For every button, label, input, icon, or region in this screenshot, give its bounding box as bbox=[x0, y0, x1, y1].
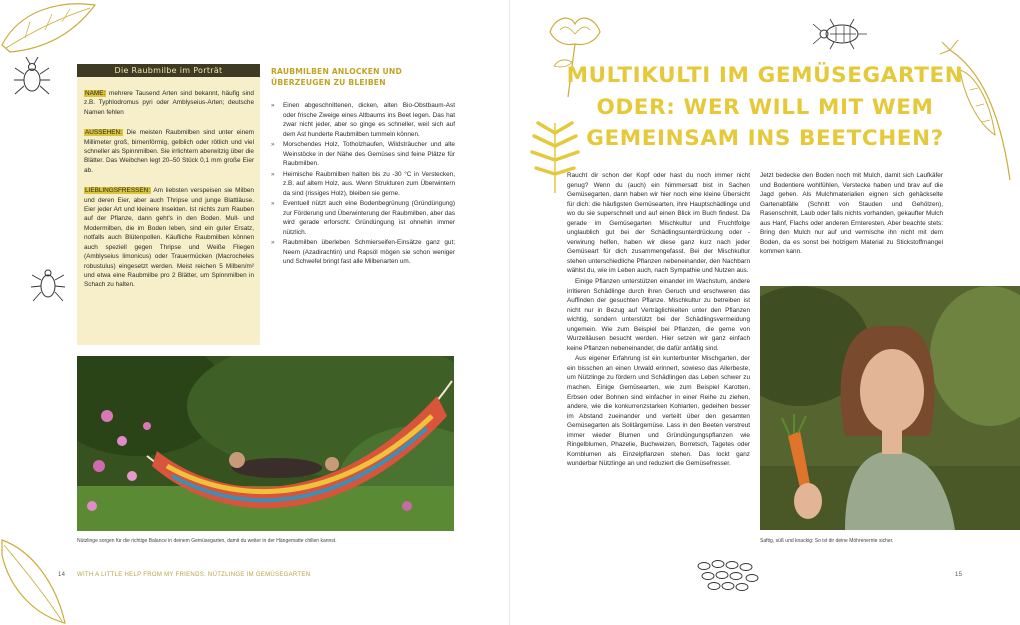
photo-caption: Nützlinge sorgen für die richtige Balance in deinem Gemüsegarten, damit du weiter in der Hängematte chillen kannst. bbox=[77, 538, 337, 544]
list-item-text: Morschendes Holz, Totholzhaufen, Wildsträucher und alte Weinstöcke in der Nähe des Gemüses sind feine Plätze für Raubmilben. bbox=[283, 141, 455, 167]
seed-cluster-doodle-icon bbox=[694, 556, 764, 596]
box-body bbox=[77, 77, 260, 290]
hammock-photo bbox=[77, 356, 454, 531]
leaf-doodle-icon bbox=[0, 0, 100, 60]
section-label: AUSSEHEN: bbox=[85, 129, 122, 137]
bullet-list bbox=[271, 101, 455, 268]
page-gutter bbox=[509, 0, 511, 625]
list-item-text: Heimische Raubmilben halten bis zu -30 °C in Verstecken, z.B. auf altem Holz, aus. Wenn Strukturen zum Überwintern da sind (rissiges Holz), bleiben sie gerne. bbox=[283, 170, 455, 197]
column-heading: RAUBMILBEN ANLOCKEN UND ÜBERZEUGEN ZU BLEIBEN bbox=[271, 67, 402, 87]
list-item bbox=[271, 140, 455, 169]
title-line: GEMEINSAM INS BEETCHEN? bbox=[586, 126, 944, 151]
list-item-text: Raubmilben überleben Schmierseifen-Einsätze ganz gut; Neem (Azadirachtin) und Rapsöl mögen sie schon weniger und Schwefel bringt fast alle Milbenarten um. bbox=[283, 239, 455, 265]
bullet-mark: » bbox=[271, 200, 275, 207]
section-label: NAME: bbox=[85, 90, 106, 97]
list-item-text: Einen abgeschnittenen, dicken, alten Bio-Obstbaum-Ast oder frische Zweige eines Altbaums ins Beet legen. Das hat zwar nicht jeder, aber so ginge es schneller, weil sich auf dem Ast hunderte Raubmilben tummeln können. bbox=[283, 102, 455, 138]
list-item bbox=[271, 238, 455, 267]
list-item bbox=[271, 199, 455, 237]
body-column-1 bbox=[567, 171, 750, 469]
bullet-mark: » bbox=[271, 170, 275, 178]
photo-caption: Saftig, süß und knackig: So ist dir deine Möhrenernte sicher. bbox=[760, 538, 894, 544]
paragraph: Raucht dir schon der Kopf oder hast du noch immer nicht genug? Wenn du (auch) ein Nimmersatt bist in Sachen Gemüsegarten, dann haben wir hier noch eine kleine Übersicht für dich: die häufigsten Gemüsearten, ihre Hauptschädlinge und wo du sie superschnell und auf einen Blick im Buch findest. Da gerade im Gemüsegarten Mischkultur und Fruchtfolge unglaublich gut bei der Schädlingsunterdrückung oder -verwirung helfen, haben wir diese ganz kurz nach jeder Gemüseart für dich zusammengefasst. Bei der Mischkultur stehen unterschiedliche Pflanzen nebeneinander, den Nachbarn wählst du, wie im Leben auch, nach Sympathie und Nutzen aus. bbox=[567, 172, 750, 275]
paragraph: Jetzt bedecke den Boden noch mit Mulch, damit sich Laufkäfer und Bodentiere wohlfühlen, Verstecke haben und brav auf die Jagd gehen. Als Mulchmaterialien eignen sich gehäckselte Gartenabfälle (Schnitt von Stauden und Gehölzen), Rasenschnitt, Laub oder falls nichts vorhanden, gekaufter Mulch aus Hanf, Flachs oder anderen Ernteresten. Aber beachte stets: Bring den Mulch nur auf und vermische ihn nicht mit dem Boden, da es sonst bei holzigem Material zu Stickstoffmangel kommen kann. bbox=[760, 172, 943, 256]
section-label: LIEBLINGSFRESSEN: bbox=[85, 187, 150, 195]
box-section-appearance bbox=[84, 128, 254, 175]
box-section-food bbox=[84, 186, 254, 289]
box-title: Die Raubmilbe im Porträt bbox=[77, 64, 260, 77]
section-text: Am liebsten verspeisen sie Milben und deren Eier, aber auch Thripse und junge Blattläuse. Eier jeder Art und kleinere Insekten. Ist nichts zum Rauben auf der Pflanze, dann geht's in den Boden. Mull- und Modermilben, die im Boden leben, sind ein guter Ersatz, notfalls auch Blütenpollen. Käufliche Raubmilben können auch speziell gegen Thripse und Weiße Fliegen (Amblyseius limonicus) oder Trauermücken (Macrocheles robustulus) eingesetzt werden. Meist reichen 5 Milben/m² und etwa eine Raubmilbe pro 2 Blätter, um Spinnmilben in Schach zu halten. bbox=[84, 187, 254, 289]
page-number: 15 bbox=[955, 572, 963, 578]
paragraph: Einige Pflanzen unterstützen einander im Wachstum, andere irritieren Schädlinge durch ihren Geruch und erschweren das Auffinden der gesuchten Pflanze. Mischkultur zu betreiben ist nicht nur in Bezug auf Verträglichkeiten unter den Pflanzen wichtig, sondern unterstützt bei der Schädlingsvermeidung ungemein. Wie zum Beispiel bei Pflanzen, die gerne von Wurzelläusen besucht werden. Hier setzen wir ganz einfach keine Pflanzen nebeneinander, die dafür anfällig sind. bbox=[567, 278, 750, 352]
list-item bbox=[271, 101, 455, 139]
beetle-doodle-icon bbox=[810, 16, 870, 52]
bullet-mark: » bbox=[271, 141, 275, 148]
portrait-illustration bbox=[760, 286, 1020, 530]
page-number: 14 bbox=[58, 572, 66, 578]
running-footer: WITH A LITTLE HELP FROM MY FRIENDS: NÜTZLINGE IM GEMÜSEGARTEN bbox=[77, 572, 311, 578]
box-section-name bbox=[84, 89, 254, 117]
mite-doodle-icon bbox=[12, 54, 52, 100]
section-text: Die meisten Raubmilben sind unter einem Millimeter groß, birnenförmig, gelblich oder rötlich und viel schneller als Spinnmilben. Sie irrlichtern aberwitzig über die Blätter. Das Weibchen legt 20–50 Stück 0,1 mm große Eier ab. bbox=[84, 129, 254, 174]
section-text: mehrere Tausend Arten sind bekannt, häufig sind z.B. Typhlodromus pyri oder Amblyseius-Arten; deutsche Namen fehlen bbox=[84, 90, 254, 116]
bullet-mark: » bbox=[271, 239, 275, 246]
paragraph: Aus eigener Erfahrung ist ein kunterbunter Mischgarten, der ein bisschen an einen Urwald erinnert, sowieso das Allerbeste, um Nützlinge zu fördern und Schädlingen das Leben schwer zu machen. Einige Gemüsearten, wie zum Beispiel Karotten, Erbsen oder Bohnen sind einfacher in einer Reihe zu ziehen, andere, wie die konkurrenzstarken Kohlarten, gedeihen besser im Abstand zueinander und verteilt über den gesamten Gemüsegarten als Solitärgemüse. Lass in den Beeten verstreut immer wieder Blumen und Gründüngungspflanzen wie Ringelblumen, Phazelie, Buchweizen, Borretsch, Tagetes oder Kornblumen als Einzelpflanzen stehen. Das lockt ganz wunderbar Nützlinge an und reduziert die Gemüsefresser. bbox=[567, 355, 750, 468]
bullet-mark: » bbox=[271, 102, 275, 109]
portrait-info-box bbox=[77, 64, 260, 345]
portrait-photo bbox=[760, 286, 1020, 530]
mite-doodle-icon bbox=[30, 260, 66, 306]
body-column-2 bbox=[760, 171, 943, 257]
title-line: ODER: WER WILL MIT WEM bbox=[596, 94, 934, 120]
page-title bbox=[560, 60, 970, 155]
list-item bbox=[271, 170, 455, 199]
list-item-text: Eventuell nützt auch eine Bodenbegrünung (Gründüngung) zur Förderung und Überwinterung der Raubmilben, aber das wird gerade erforscht. Gründüngung ist ohnehin immer nützlich. bbox=[283, 200, 455, 236]
title-line: MULTIKULTI IM GEMÜSEGARTEN bbox=[566, 63, 964, 88]
hammock-illustration bbox=[77, 356, 454, 531]
leaf-doodle-icon bbox=[0, 535, 70, 625]
